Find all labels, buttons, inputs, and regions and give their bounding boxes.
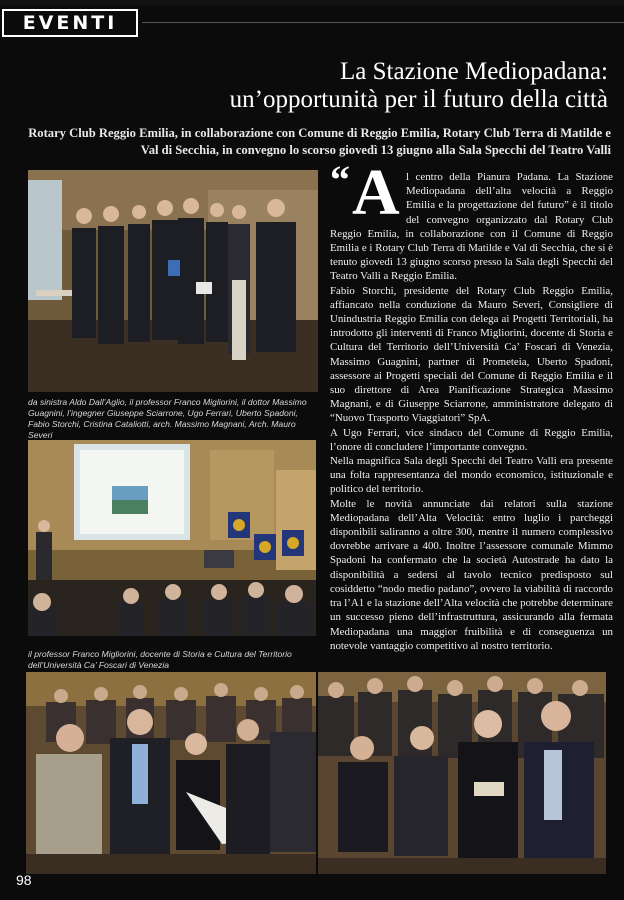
header-rule [142, 22, 624, 23]
article-paragraph-5: Molte le novità annunciate dai relatori sulla stazione Mediopadana dell’Alta Velocità: entro luglio i parcheggi disponibili saliranno a oltre 300, mentre il numero complessivo dovrebbe arrivare a 400. Inoltre l’assessore comunale Mimmo Spadoni ha confermato che la società Autostrade ha dato la disponibilità a sedersi al tavolo tecnico predisposto sul cosiddetto “nodo medio padano”, ovvero la viabilità di raccordo tra l’A1 e la stazione dell’Alta velocità che potrebbe determinare un successo pieno dell’infrastruttura, assicurando alla fermata Mediopadana una maggior fruibilità e di conseguenza un notevole vantaggio competitivo al nostro territorio. [330, 497, 613, 652]
article-lead: Rotary Club Reggio Emilia, in collaborazione con Comune di Reggio Emilia, Rotary Club Terra di Matilde e Val di Secchia, in convegno lo scorso giovedì 13 giugno alla Sala Specchi del Teatro Valli [28, 126, 611, 157]
photo-group-portrait [28, 170, 318, 392]
page-number: 98 [16, 872, 32, 888]
photo-audience-right [318, 672, 606, 874]
photo-caption-1: da sinistra Aldo Dall’Aglio, il professor Franco Migliorini, il dottor Massimo Guagnini, l’ingegner Giuseppe Sciarrone, Ugo Ferrari, Uberto Spadoni, Fabio Storchi, Cristina Cataliotti, arch. Massimo Magnani, Arch. Mauro Severi [28, 397, 307, 440]
section-label: EVENTI [2, 9, 138, 37]
photo-audience-left [26, 672, 316, 874]
article-paragraph-2: Fabio Storchi, presidente del Rotary Club Reggio Emilia, affiancato nella conduzione da Mauro Severi, Consigliere di Unindustria Reggio Emilia con delega ai Progetti Territoriali, ha introdotto gli interventi di Franco Migliorini, docente di Storia e Cultura del Territorio dell’Università Ca’ Foscari di Venezia, Massimo Guagnini, partner di Prometeia, Uberto Spadoni, assessore ai Progetti speciali del Comune di Reggio Emilia e il suo direttore di Area Pianificazione Strategica Massimo Magnani, e di Giuseppe Sciarrone, amministratore delegato di “Nuovo Trasporto Viaggiatori” SpA. [330, 284, 613, 425]
article-paragraph-4: Nella magnifica Sala degli Specchi del Teatro Valli era presente una folta rappresentanza del mondo economico, istituzionale e politico del territorio. [330, 455, 613, 496]
article-title [48, 58, 608, 114]
opening-quote-mark: “ [330, 157, 350, 202]
title-line-1: La Stazione Mediopadana: [340, 58, 608, 85]
article-paragraph-3: A Ugo Ferrari, vice sindaco del Comune di Reggio Emilia, l’onore di concludere l’importante convegno. [330, 426, 613, 453]
dropcap-block [330, 156, 402, 229]
dropcap-letter: A [352, 156, 400, 229]
title-line-2: un’opportunità per il futuro della città [229, 86, 608, 113]
article-paragraph-1 [330, 156, 613, 284]
top-band [0, 0, 624, 6]
photo-speaker-conference [28, 440, 316, 636]
photo-caption-2: il professor Franco Migliorini, docente di Storia e Cultura del Territorio dell’Università Ca’ Foscari di Venezia [28, 649, 292, 670]
article-body [330, 156, 613, 653]
article-paragraph-1-text: l centro della Pianura Padana. La Stazione Mediopadana dell’alta velocità a Reggio Emilia e la progettazione del futuro” è il titolo del convegno organizzato dal Rotary Club Reggio Emilia, in collaborazione con il Comune di Reggio Emilia e i Rotary Club Terra di Matilde e Val di Secchia, che si è tenuto giovedì 13 giugno scorso presso la Sala degli Specchi del Teatro Valli a Reggio Emilia. [330, 171, 613, 283]
